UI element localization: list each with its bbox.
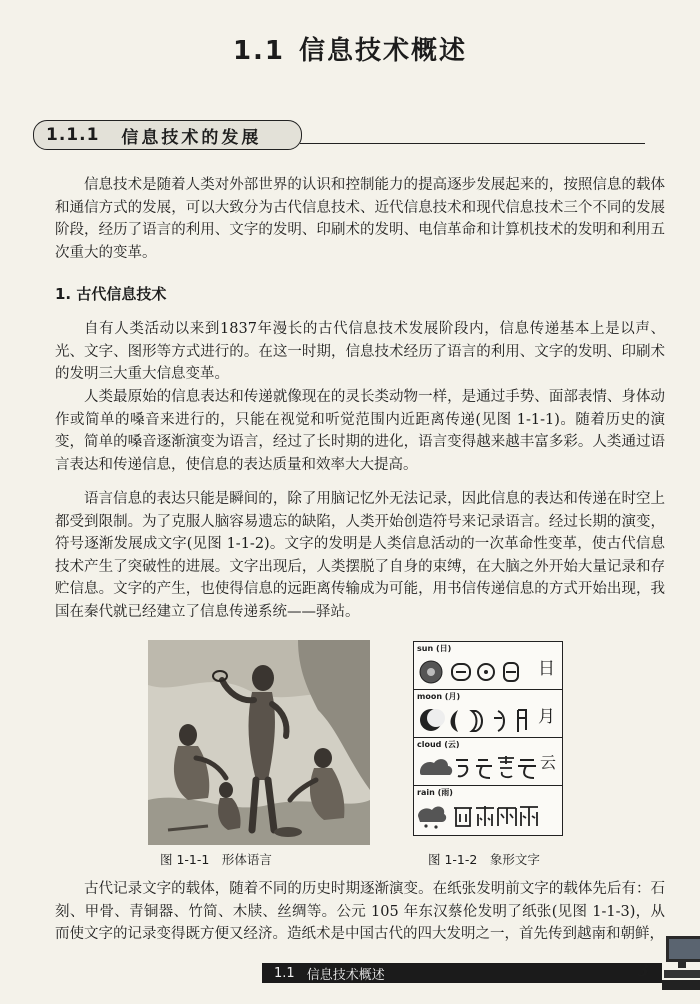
section-rule <box>300 143 645 144</box>
figure-caption-1-1-2: 图 1-1-2 象形文字 <box>428 852 540 867</box>
pictograph-row-rain <box>414 786 562 834</box>
chapter-title <box>0 30 700 67</box>
page-number: 3 <box>637 961 649 981</box>
section-title: 信息技术的发展 <box>121 127 262 148</box>
computer-icon <box>662 930 700 990</box>
chapter-title-text: 信息技术概述 <box>299 36 468 66</box>
paragraph-3: 语言信息的表达只能是瞬间的，除了用脑记忆外无法记录，因此信息的表达和传递在时空上都受到限制。为了克服人脑容易遗忘的缺陷，人类开始创造符号来记录语言。经过长期的演变，符号逐渐发展成文字(见图 1-1-2)。文字的发明是人类信息活动的一次革命性变革，使古代信息技术产生了突破性的进展。文字出现后，人类摆脱了自身的束缚，在大脑之外开始大量记录和存贮信息。文字的产生，也使得信息的远距离传输成为可能，用书信传递信息的方式开始出现，我国在秦代就已经建立了信息传递系统——驿站。 <box>55 491 665 620</box>
pictograph-row-label: cloud (云) <box>417 740 460 749</box>
body-language-illustration <box>148 640 370 845</box>
paragraph-1: 自有人类活动以来到1837年漫长的古代信息技术发展阶段内，信息传递基本上是以声、光、文字、图形等方式进行的。在这一时期，信息技术经历了语言的利用、文字的发明、印刷术的发明三大重大信息变革。 <box>55 321 665 383</box>
rain-pictograph-icon <box>414 796 562 834</box>
paragraph-2: 人类最原始的信息表达和传递就像现在的灵长类动物一样，是通过手势、面部表情、身体动作或简单的嗓音来进行的，只能在视觉和听觉范围内近距离传递(见图 1-1-1)。随着历史的演变，简单的嗓音逐渐演变为语言，经过了长时期的进化，语言变得越来越丰富多彩。人类通过语言表达和传递信息，使信息的表达质量和效率大大提高。 <box>55 389 665 473</box>
footer-section-title: 信息技术概述 <box>306 967 385 983</box>
figure-caption-1-1-1: 图 1-1-1 形体语言 <box>160 852 272 867</box>
footer-section-number: 1.1 <box>274 965 295 981</box>
modern-character-moon: 月 <box>538 707 555 727</box>
pictograph-row-label: moon (月) <box>417 692 461 701</box>
chapter-number: 1.1 <box>232 36 286 66</box>
section-number: 1.1.1 <box>46 125 100 145</box>
primitive-people-drawing <box>148 640 370 845</box>
closing-paragraph: 古代记录文字的载体，随着不同的历史时期逐渐演变。在纸张发明前文字的载体先后有：石刻、甲骨、青铜器、竹简、木牍、丝绸等。公元 105 年东汉蔡伦发明了纸张(见图 1-1-3)，从而使文字的记录变得既方便又经济。造纸术是中国古代的四大发明之一，首先传到越南和朝鲜， <box>55 881 665 943</box>
modern-character-sun: 日 <box>538 659 555 679</box>
subsection-heading: 1. 古代信息技术 <box>55 285 167 303</box>
pictograph-table <box>413 641 563 836</box>
pictograph-row-label: rain (雨) <box>417 788 453 797</box>
intro-paragraph: 信息技术是随着人类对外部世界的认识和控制能力的提高逐步发展起来的，按照信息的载体和通信方式的发展，可以大致分为古代信息技术、近代信息技术和现代信息技术三个不同的发展阶段，经历了语言的利用、文字的发明、印刷术的发明、电信革命和计算机技术的发明和利用五次重大的变革。 <box>55 177 665 261</box>
pictograph-row-sun <box>414 642 562 690</box>
pictograph-row-moon <box>414 690 562 738</box>
running-footer <box>262 963 662 983</box>
modern-character-cloud: 云 <box>540 753 557 772</box>
pictograph-row-cloud <box>414 738 562 786</box>
pictograph-row-label: sun (日) <box>417 644 452 653</box>
section-heading <box>33 120 302 150</box>
